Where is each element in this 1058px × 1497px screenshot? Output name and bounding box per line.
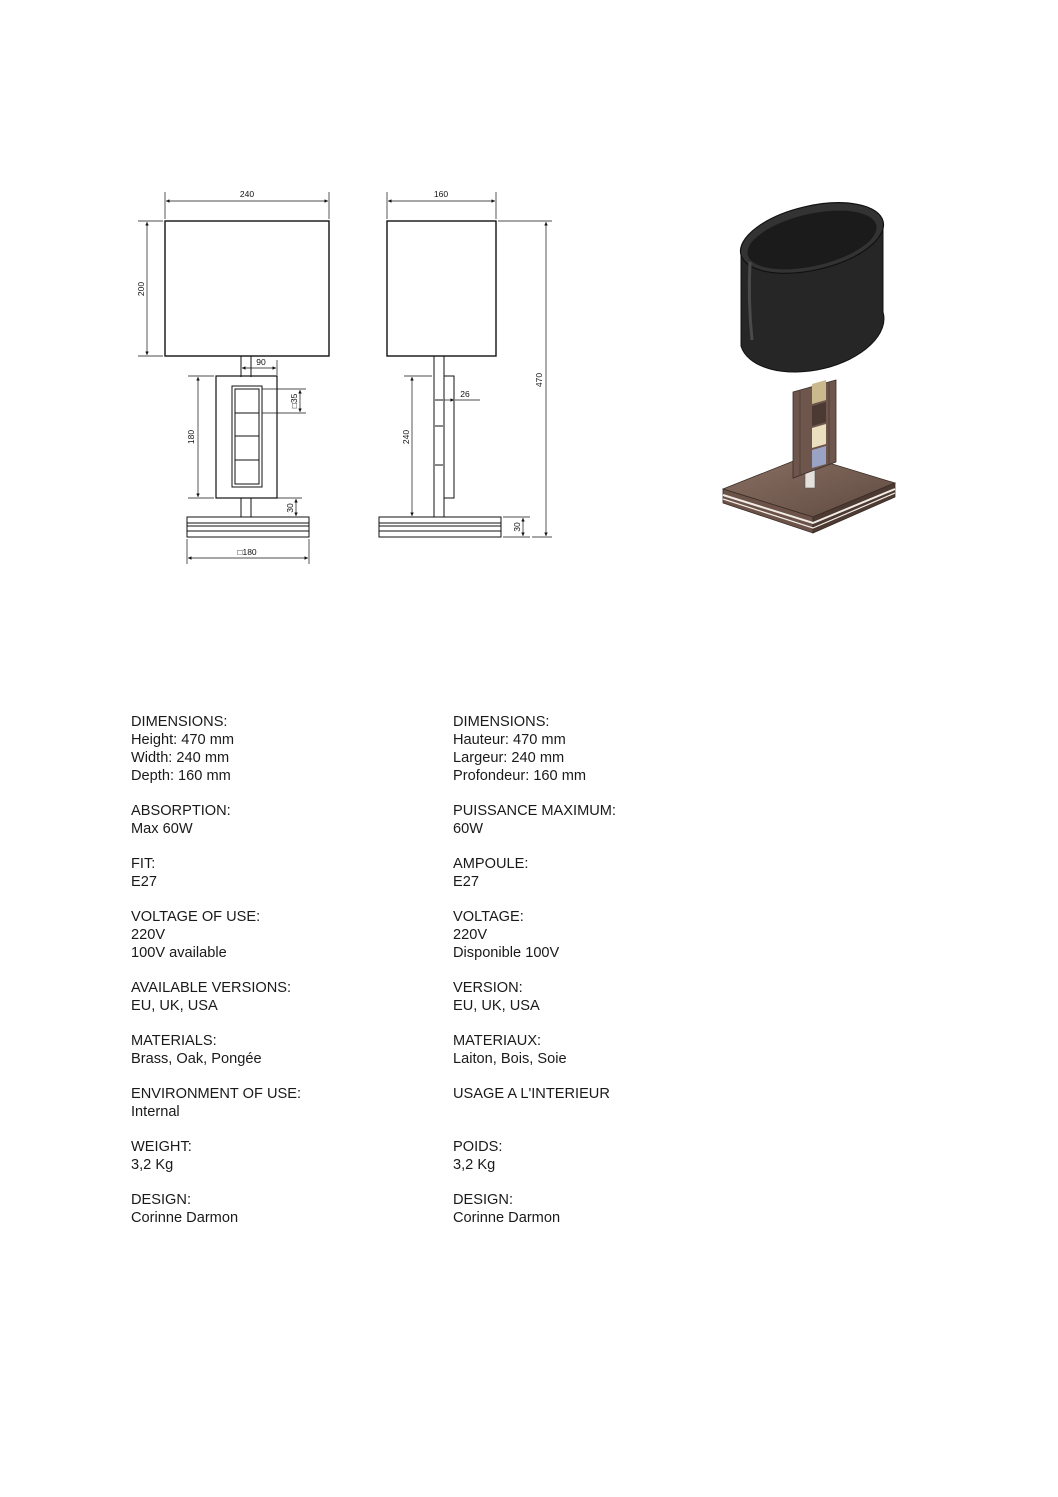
spec-label: MATERIAUX: bbox=[453, 1033, 542, 1049]
spec-label: MATERIALS: bbox=[131, 1033, 217, 1049]
dim-frame-width: 90 bbox=[256, 357, 266, 367]
spec-label: FIT: bbox=[131, 856, 156, 872]
spec-value: Depth: 160 mm bbox=[131, 768, 231, 784]
spec-block bbox=[131, 855, 431, 891]
dim-shade-depth: 160 bbox=[433, 189, 449, 199]
spec-label: DIMENSIONS: bbox=[453, 714, 550, 730]
spec-value: Profondeur: 160 mm bbox=[453, 768, 587, 784]
spec-label: POIDS: bbox=[453, 1139, 503, 1155]
spec-block bbox=[131, 713, 431, 785]
dim-shade-width: 240 bbox=[239, 189, 255, 199]
spec-value: Hauteur: 470 mm bbox=[453, 732, 566, 748]
side-frame bbox=[444, 376, 454, 498]
spec-block bbox=[131, 1138, 431, 1174]
spec-block bbox=[453, 1032, 753, 1068]
specs-english bbox=[131, 713, 431, 1244]
spec-block bbox=[453, 855, 753, 891]
render-frame bbox=[793, 380, 836, 478]
spec-block bbox=[453, 1138, 753, 1174]
spec-value: Corinne Darmon bbox=[131, 1210, 239, 1226]
spec-value: EU, UK, USA bbox=[453, 998, 540, 1014]
spec-value: 220V bbox=[131, 927, 166, 943]
dim-side-frame-height: 240 bbox=[401, 429, 411, 445]
specs-french bbox=[453, 713, 753, 1244]
front-view bbox=[165, 221, 329, 537]
spec-block bbox=[453, 1191, 753, 1227]
render-tile-gold bbox=[812, 380, 826, 404]
spec-label: PUISSANCE MAXIMUM: bbox=[453, 803, 616, 819]
front-dimension-lines bbox=[138, 192, 329, 564]
spec-value: Disponible 100V bbox=[453, 945, 560, 961]
spec-block bbox=[131, 1032, 431, 1068]
front-dimension-labels bbox=[136, 189, 299, 557]
side-base bbox=[379, 517, 501, 537]
spec-value: Height: 470 mm bbox=[131, 732, 235, 748]
spec-block bbox=[131, 1085, 431, 1121]
spec-label: ABSORPTION: bbox=[131, 803, 231, 819]
spec-value: EU, UK, USA bbox=[131, 998, 218, 1014]
spec-value: 220V bbox=[453, 927, 488, 943]
spec-block bbox=[453, 802, 753, 838]
dim-frame-height: 180 bbox=[186, 429, 196, 445]
spec-value: 60W bbox=[453, 821, 484, 837]
spec-label: VOLTAGE: bbox=[453, 909, 524, 925]
side-shade bbox=[387, 221, 496, 356]
dim-tile-size: □35 bbox=[289, 393, 299, 409]
front-frame bbox=[216, 376, 277, 498]
lamp-render bbox=[723, 190, 895, 533]
spec-value: 3,2 Kg bbox=[131, 1157, 174, 1173]
spec-label: VERSION: bbox=[453, 980, 523, 996]
spec-block bbox=[131, 1191, 431, 1227]
spec-block bbox=[131, 979, 431, 1015]
render-shade bbox=[734, 190, 891, 372]
spec-block bbox=[453, 979, 753, 1015]
spec-value: Laiton, Bois, Soie bbox=[453, 1051, 567, 1067]
spec-value: Brass, Oak, Pongée bbox=[131, 1051, 262, 1067]
spec-value: 3,2 Kg bbox=[453, 1157, 496, 1173]
spec-value: Corinne Darmon bbox=[453, 1210, 561, 1226]
spec-value: 100V available bbox=[131, 945, 227, 961]
side-dimension-labels bbox=[401, 189, 544, 532]
spec-value: Internal bbox=[131, 1104, 180, 1120]
dim-base-size: □180 bbox=[237, 547, 257, 557]
spec-block bbox=[131, 908, 431, 962]
spec-label: DIMENSIONS: bbox=[131, 714, 228, 730]
spec-label: WEIGHT: bbox=[131, 1139, 192, 1155]
spec-spacer bbox=[453, 1103, 753, 1121]
spec-block bbox=[453, 1085, 753, 1121]
spec-value: Largeur: 240 mm bbox=[453, 750, 565, 766]
front-shade bbox=[165, 221, 329, 356]
spec-label: DESIGN: bbox=[131, 1192, 192, 1208]
dim-frame-depth: 26 bbox=[460, 389, 470, 399]
spec-label: VOLTAGE OF USE: bbox=[131, 909, 261, 925]
spec-value: E27 bbox=[453, 874, 479, 890]
dim-base-height: 30 bbox=[512, 522, 522, 532]
spec-block bbox=[131, 802, 431, 838]
spec-block bbox=[453, 713, 753, 785]
dim-shade-height: 200 bbox=[136, 281, 146, 297]
front-tiles bbox=[232, 386, 262, 487]
side-dimension-lines bbox=[387, 192, 552, 537]
dim-stem-height: 30 bbox=[285, 503, 295, 513]
front-base bbox=[187, 517, 309, 537]
spec-label: ENVIRONMENT OF USE: bbox=[131, 1086, 302, 1102]
spec-label: AMPOULE: bbox=[453, 856, 529, 872]
dim-total-height: 470 bbox=[534, 372, 544, 388]
technical-drawing bbox=[0, 0, 1058, 620]
spec-label: USAGE A L'INTERIEUR bbox=[453, 1086, 610, 1102]
spec-label: AVAILABLE VERSIONS: bbox=[131, 980, 292, 996]
spec-value: Width: 240 mm bbox=[131, 750, 230, 766]
side-view bbox=[379, 221, 501, 537]
spec-label: DESIGN: bbox=[453, 1192, 514, 1208]
spec-value: E27 bbox=[131, 874, 157, 890]
spec-block bbox=[453, 908, 753, 962]
spec-value: Max 60W bbox=[131, 821, 193, 837]
